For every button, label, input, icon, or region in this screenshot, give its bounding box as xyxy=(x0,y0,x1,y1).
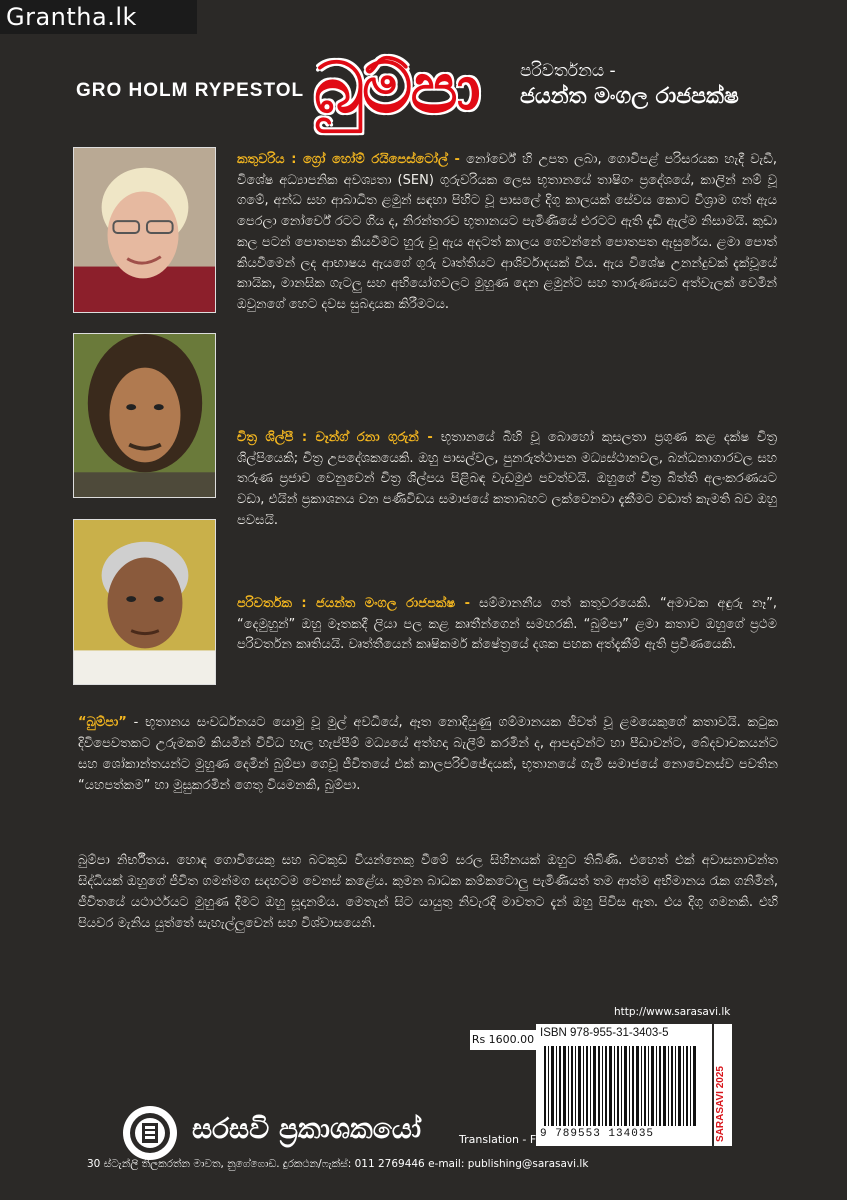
cover-header xyxy=(0,47,847,130)
genre-label: Translation - Fiction xyxy=(459,1133,566,1146)
blurb-text: බුම්පා නිර්භීතය. හොඳ ගොවියෙකු සහ බටකුඩ වියන්නෙකු වීමේ සරල සිහිනයක් ඔහුට තිබිණි. එහෙත් එක් අවාසනාවන්ත සිද්ධියක් ඔහුගේ ජීවිත ගමන්මග සදහටම වෙනස් කළේය. කුමන බාධක කම්කටොලු පැමිණියත් තම ආත්ම අභිමානය රැක ගනිමින්, ජීවිතයේ යථාර්ථයට මුහුණ දීමට ඔහු සූදානම්ය. මෙතැන් සිට යායුතු නිවැරදි මාවතට දැන් ඔහු පිවිස ඇත. එය දිගු ගමනකි. එහි පියවර මැනිය යුත්තේ සැහැල්ලුවෙන් සහ විශ්වාසයෙනි. xyxy=(78,853,778,931)
translator-label: පරිවර්තනය - xyxy=(520,61,616,81)
barcode-graphic xyxy=(544,1046,698,1126)
translator-name: ජයන්ත මංගල රාජපක්ෂ xyxy=(520,84,739,109)
author-bio xyxy=(237,150,777,316)
barcode-number: 9 789553 134035 xyxy=(540,1128,655,1140)
author-name: GRO HOLM RYPESTOL xyxy=(76,80,305,101)
translator-bio-lead: පරිවර්තක : ජයන්ත මංගල රාජපක්ෂ - xyxy=(237,596,471,611)
publisher-name: සරසවි ප්‍රකාශකයෝ xyxy=(192,1112,422,1145)
site-watermark: Grantha.lk xyxy=(0,0,197,34)
book-title: බුම්පා xyxy=(314,47,479,129)
publisher-logo-icon xyxy=(121,1104,179,1162)
edition-tag xyxy=(714,1024,732,1146)
author-bio-lead: කතුවරිය : ග්‍රෝ හෝම් රයිපෙස්ටෝල් - xyxy=(237,152,460,167)
illustrator-bio-lead: චිත්‍ර ශිල්පී : චෑන්ග් රනා ගුරුන් - xyxy=(237,430,433,445)
author-photo xyxy=(73,147,216,313)
translator-photo xyxy=(73,519,216,685)
edition-tag-text: SARASAVI 2025 xyxy=(715,1066,726,1142)
illustrator-bio xyxy=(237,428,777,532)
publisher-url[interactable]: http://www.sarasavi.lk xyxy=(614,1006,731,1018)
publisher-address: 30 ස්ටැන්ලි තිලකරත්න මාවත, නුගේගොඩ. දුරකථන/ෆැක්ස්: 011 2769446 e-mail: publishing@sarasavi.lk xyxy=(87,1158,589,1170)
illustrator-bio-text: භූතානයේ බිහි වූ බොහෝ කුසලතා ප්‍රගුණ කළ දක්ෂ චිත්‍ර ශිල්පියෙකි; චිත්‍ර උපදේශකයෙකි. ඔහු පාසල්වල, පුනරුත්ථාපන මධ්‍යස්ථානවල, බන්ධනාගාරවල සහ තරුණ ප්‍රජාව වෙනුවෙන් චිත්‍ර ශිල්පය පිළිබඳ වැඩමුළු පවත්වයි. ඔහුගේ චිත්‍ර බිත්ති අලංකරණයට වඩා, එයින් ප්‍රකාශනය වන පණිවිඩය සමාජයේ කතාබහට ලක්වෙනවා දැකීමට වඩාත් කැමති බව ඔහු පවසයි. xyxy=(237,430,777,528)
illustrator-photo xyxy=(73,333,216,498)
price-label: Rs 1600.00 xyxy=(470,1030,536,1050)
blurb-paragraph xyxy=(78,850,778,934)
synopsis-paragraph xyxy=(78,712,778,796)
translator-bio xyxy=(237,594,777,656)
translator-credit xyxy=(520,60,739,112)
synopsis-text: - භූතානය සංවර්ධනයට යොමු වූ මුල් අවධියේ, ඈත නොදියුණු ගම්මානයක ජීවත් වූ ළමයෙකුගේ කතාවයි. කටුක දිවිපෙවතකට උරුමකම් කියමින් විවිධ හැල හැප්පීම් මධ්‍යයේ අත්හදා බැලීම් කරමින් ද, ආපදාවන්ට හා පීඩාවන්ට, බේදවාචකයන්ට සහ ශෝකාන්තයන්ට මුහුණ දෙමින් බුම්පා ගෙවූ ජීවිතයේ එක් කාලපරිච්ඡේදයක්, භූතානයේ ගැමි සමාජයේ නොවෙනස්ව පවතින “යහපත්කම” හා මුසුකරමින් ගෙතූ වියමනකි, බුම්පා. xyxy=(78,715,778,793)
synopsis-lead: “බුම්පා” xyxy=(78,715,127,730)
author-bio-text: නෝර්වේ හි උපත ලබා, ගොවිපළ් පරිසරයක හැදී වැඩී, විශේෂ අධ්‍යාපනික අවශ්‍යතා (SEN) ගුරුවරියක ලෙස භූතානයේ තාෂිගං ප්‍රදේශයේ, කාලින් නම් වූ ගමේ, අන්ධ සහ ආබාධිත ළමුන් සඳහා පිහිට වූ පාසලේ දිගු කාලයක් සේවය කොට විශ්‍රාම ගත් ඇය පෙරලා නෝර්වේ රටට ගිය ද, නිරන්තරව භූතානයට පැමිණියේ එරටට ඇති දැඩි ඇල්ම නිසාමයි. කුඩා කල පටන් පොතපත කියවීමට හුරු වූ ඇය අදටත් කාලය ගෙවන්නේ පොතපත ඇසුරේය. ළමා පොත් කියවීමෙන් ලද ආභාෂය ඇයගේ ගුරු වෘත්තියට ආශිර්වාදයක් විය. ඇය විශේෂ උනන්දුවක් දැක්වූයේ කායික, මානසික ගැටලු සහ අභියෝගවලට මුහුණ දෙන ළමුන්ට සහ තාරුණ්‍යයට අත්වැලක් වෙමින් ඔවුනගේ හෙට දවස සුබදායක කිරීමටය. xyxy=(237,152,777,312)
translator-bio-text: සම්මානනීය ගත් කතුවරයෙකි. “අමාවක අඳුරු නෑ”, “දෙමුහුන්” ඔහු මෑතකදී ලියා පල කළ කෘතීන්ගෙන් සමහරකි. “බුම්පා” ළමා කතාව ඔහුගේ ප්‍රථම පරිවර්තන කෘතියයි. වෘත්තීයෙන් කෘෂිකර්ම ක්ෂේත්‍රයේ දශක පහක අත්දැකීම් ඇති ප්‍රවීණයෙකි. xyxy=(237,596,777,653)
isbn-text: ISBN 978-955-31-3403-5 xyxy=(540,1027,669,1039)
isbn-barcode xyxy=(536,1024,712,1146)
